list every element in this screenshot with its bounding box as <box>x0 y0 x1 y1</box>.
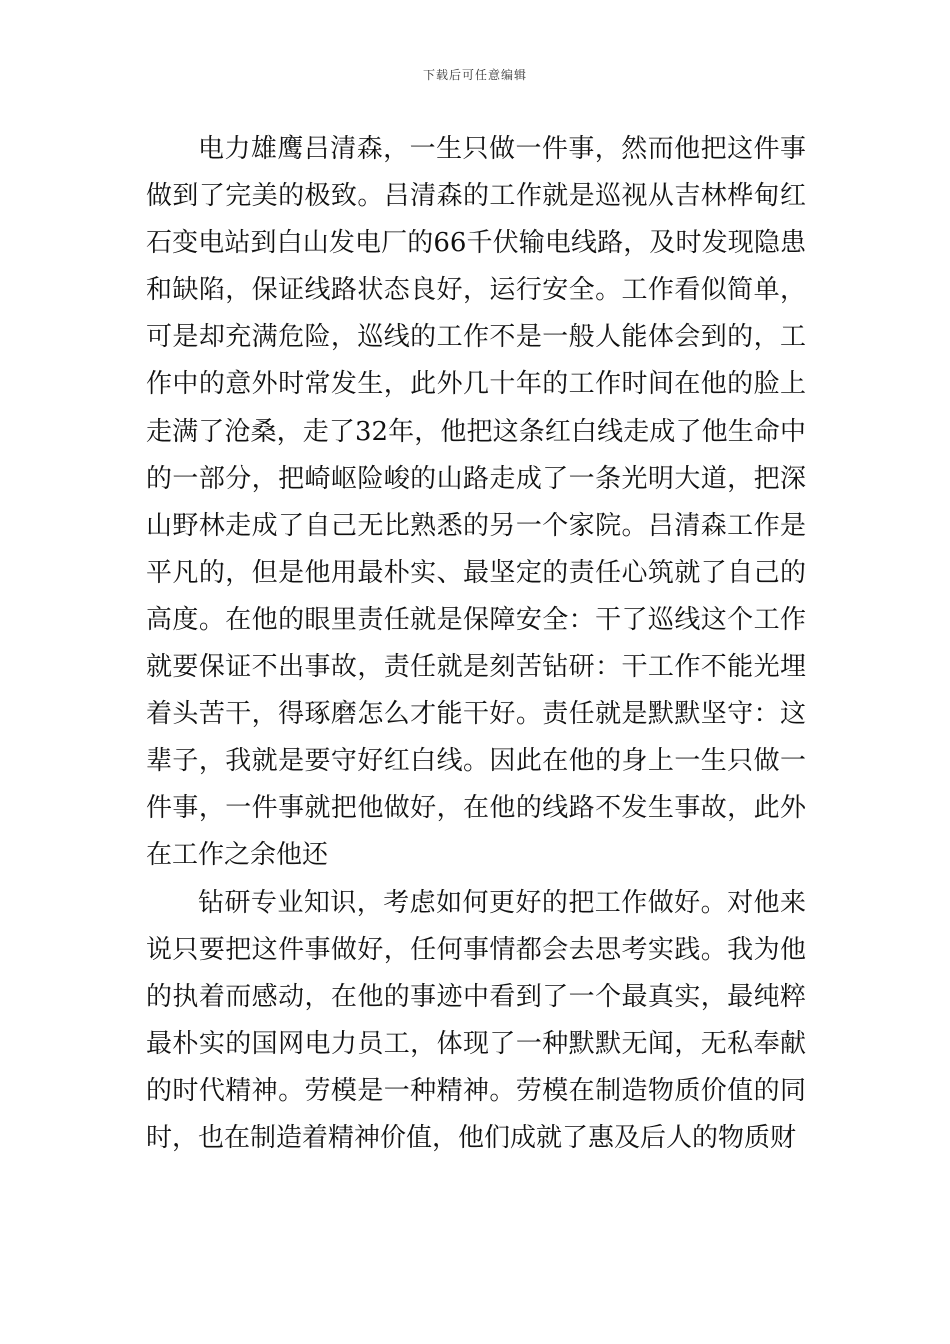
paragraph-2: 钻研专业知识，考虑如何更好的把工作做好。对他来说只要把这件事做好，任何事情都会去思考实践。我为他的执着而感动，在他的事迹中看到了一个最真实，最纯粹最朴实的国网电力员工，体现了一种默默无闻，无私奉献的时代精神。劳模是一种精神。劳模在制造物质价值的同时，也在制造着精神价值，他们成就了惠及后人的物质财 <box>146 887 806 1153</box>
document-body <box>146 126 806 1162</box>
paragraph-1: 电力雄鹰吕清森，一生只做一件事，然而他把这件事做到了完美的极致。吕清森的工作就是巡视从吉林桦甸红石变电站到白山发电厂的66千伏输电线路，及时发现隐患和缺陷，保证线路状态良好，运行安全。工作看似简单，可是却充满危险，巡线的工作不是一般人能体会到的，工作中的意外时常发生，此外几十年的工作时间在他的脸上走满了沧桑，走了32年，他把这条红白线走成了他生命中的一部分，把崎岖险峻的山路走成了一条光明大道，把深山野林走成了自己无比熟悉的另一个家院。吕清森工作是平凡的，但是他用最朴实、最坚定的责任心筑就了自己的高度。在他的眼里责任就是保障安全：干了巡线这个工作就要保证不出事故，责任就是刻苦钻研：干工作不能光埋着头苦干，得琢磨怎么才能干好。责任就是默默坚守：这辈子，我就是要守好红白线。因此在他的身上一生只做一件事，一件事就把他做好，在他的线路不发生事故，此外在工作之余他还 <box>146 134 806 871</box>
header-note: 下载后可任意编辑 <box>422 68 527 82</box>
